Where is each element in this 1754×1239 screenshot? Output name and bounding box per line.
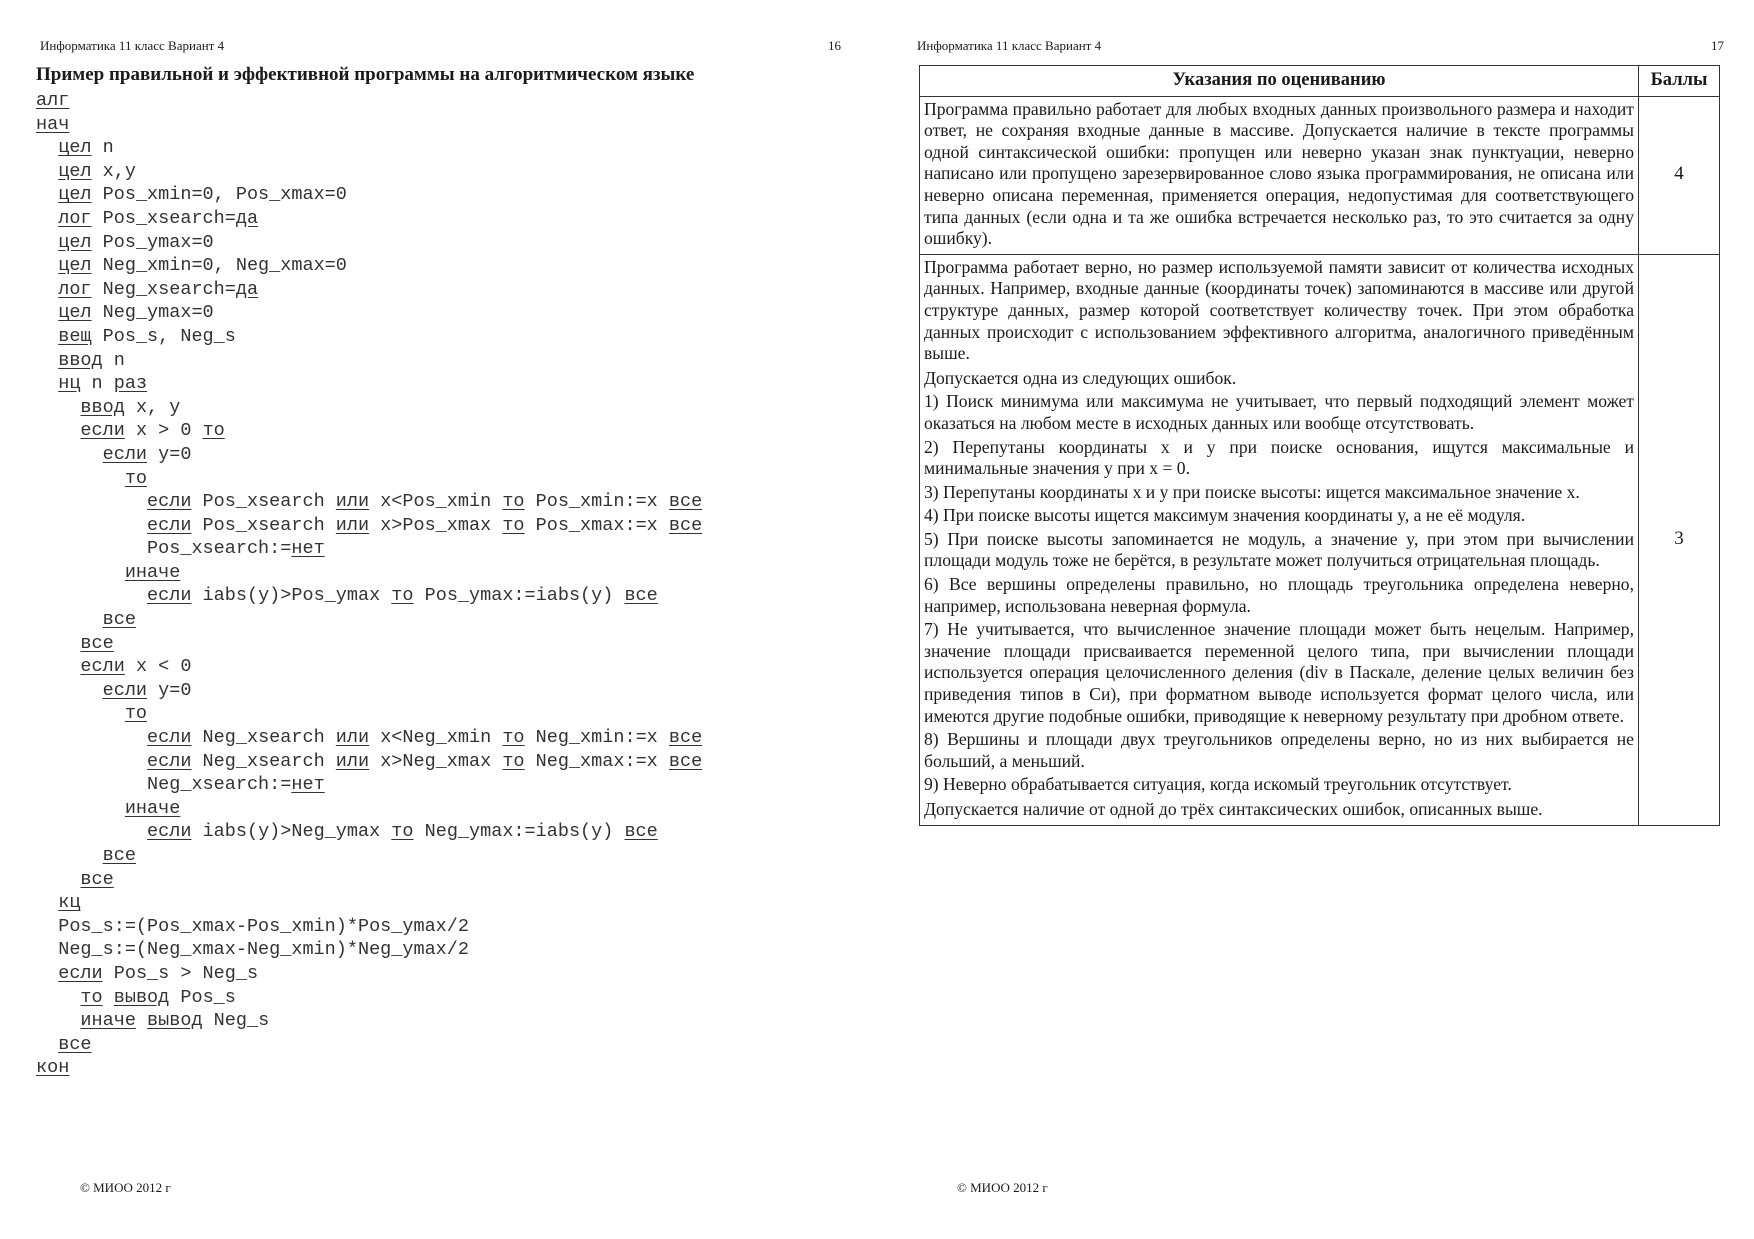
code-indent — [36, 184, 58, 205]
code-keyword: то — [502, 491, 525, 513]
code-indent — [36, 987, 80, 1008]
code-indent — [36, 161, 58, 182]
code-indent — [36, 562, 125, 583]
code-indent — [36, 326, 58, 347]
code-line — [36, 349, 702, 373]
code-text — [136, 1010, 147, 1031]
code-keyword: или — [335, 491, 370, 513]
code-line — [36, 207, 702, 231]
code-line — [36, 938, 702, 962]
code-text: Pos_xsearch= — [91, 207, 236, 229]
table-header-row — [920, 66, 1720, 97]
code-text: n — [80, 373, 114, 395]
code-keyword: лог — [58, 207, 92, 229]
code-keyword: если — [147, 514, 192, 536]
code-text: Neg_ymax:=iabs(y) — [413, 821, 625, 843]
code-line — [36, 584, 702, 608]
code-indent — [36, 703, 125, 724]
criteria-cell — [920, 254, 1639, 825]
score-cell: 3 — [1639, 254, 1720, 825]
code-keyword: если — [80, 420, 125, 442]
code-keyword: нц — [58, 373, 81, 395]
code-indent — [36, 515, 147, 536]
code-line — [36, 632, 702, 656]
code-keyword: алг — [36, 90, 70, 111]
code-keyword: если — [58, 962, 103, 984]
code-keyword: если — [102, 679, 148, 701]
code-keyword: все — [58, 1033, 92, 1055]
code-line — [36, 1056, 702, 1080]
code-line — [36, 820, 702, 844]
code-keyword: нет — [291, 538, 325, 560]
code-text: iabs(y)>Pos_ymax — [191, 585, 392, 607]
code-text: iabs(y)>Neg_ymax — [191, 821, 392, 843]
code-line — [36, 797, 702, 821]
code-line — [36, 655, 702, 679]
code-text: Neg_ymax=0 — [91, 302, 214, 324]
footer-copyright: © МИОО 2012 г — [80, 1180, 171, 1195]
code-text — [103, 987, 114, 1008]
code-keyword: да — [235, 278, 259, 300]
code-text: Neg_xsearch= — [91, 278, 236, 300]
code-line — [36, 986, 702, 1010]
table-row — [920, 254, 1720, 825]
header-title: Информатика 11 класс Вариант 4 — [917, 38, 1102, 53]
code-keyword: вещ — [58, 325, 92, 347]
code-keyword: если — [147, 491, 192, 513]
code-text: x > 0 — [124, 420, 203, 442]
code-line — [36, 726, 702, 750]
code-line — [36, 396, 702, 420]
code-line — [36, 844, 702, 868]
code-line — [36, 136, 702, 160]
code-indent — [36, 963, 58, 984]
code-text: Neg_xsearch:= — [147, 774, 292, 796]
code-keyword: иначе — [124, 561, 181, 583]
code-text: Pos_s:=(Pos_xmax-Pos_xmin)*Pos_ymax/2 — [58, 915, 469, 937]
code-indent — [36, 397, 80, 418]
code-indent — [36, 774, 147, 795]
code-keyword: все — [624, 585, 658, 607]
code-line — [36, 750, 702, 774]
code-indent — [36, 232, 58, 253]
code-keyword: то — [124, 467, 148, 489]
code-keyword: цел — [58, 184, 92, 206]
code-indent — [36, 656, 80, 677]
code-text: Neg_s:=(Neg_xmax-Neg_xmin)*Neg_ymax/2 — [58, 939, 469, 961]
code-indent — [36, 208, 58, 229]
page-number: 16 — [828, 38, 841, 53]
code-keyword: все — [80, 868, 114, 890]
code-line — [36, 537, 702, 561]
code-keyword: иначе — [124, 797, 181, 819]
code-keyword: вывод — [147, 1010, 203, 1032]
score-column-header: Баллы — [1639, 66, 1720, 97]
code-text: x,y — [91, 160, 136, 182]
error-item: 8) Вершины и площади двух треугольников определены верно, но из них выбирается не больший, а меньший. — [924, 729, 1634, 771]
code-indent — [36, 633, 80, 654]
error-item: 2) Перепутаны координаты x и y при поиске основания, ищутся максимальные и минимальные значения y при x = 0. — [924, 436, 1634, 479]
code-keyword: или — [335, 750, 370, 772]
code-line — [36, 679, 702, 703]
code-indent — [36, 1034, 58, 1055]
code-indent — [36, 137, 58, 158]
code-indent — [36, 680, 103, 701]
code-keyword: если — [147, 821, 192, 843]
code-keyword: все — [80, 632, 114, 654]
code-keyword: все — [624, 821, 658, 843]
code-keyword: раз — [113, 373, 148, 395]
section-heading: Пример правильной и эффективной программы на алгоритмическом языке — [36, 64, 695, 85]
code-keyword: если — [147, 750, 192, 772]
code-line — [36, 183, 702, 207]
code-text: y=0 — [147, 679, 192, 701]
code-text: x, y — [124, 396, 181, 418]
code-text: Pos_s, Neg_s — [91, 325, 236, 347]
code-keyword: или — [335, 727, 370, 749]
code-text: n — [91, 137, 114, 159]
code-keyword: все — [668, 491, 703, 513]
code-text: Neg_xmax:=x — [524, 750, 669, 772]
grading-table — [919, 65, 1720, 826]
code-line — [36, 702, 702, 726]
code-line — [36, 915, 702, 939]
code-keyword: цел — [58, 137, 92, 159]
footer-copyright: © МИОО 2012 г — [957, 1180, 1048, 1195]
code-indent — [36, 1010, 80, 1031]
error-item: 6) Все вершины определены правильно, но площадь треугольника определена неверно, например, использована неверная формула. — [924, 574, 1634, 616]
code-line — [36, 419, 702, 443]
code-keyword: все — [668, 727, 703, 749]
code-line — [36, 325, 702, 349]
code-line — [36, 278, 702, 302]
code-line — [36, 1033, 702, 1057]
code-text: x<Pos_xmin — [369, 491, 503, 513]
code-indent — [36, 727, 147, 748]
code-keyword: ввод — [80, 396, 125, 418]
code-keyword: да — [235, 207, 259, 229]
criteria-text: Программа работает верно, но размер используемой памяти зависит от количества исходных данных. Например, входные данные (координаты точек) запоминаются в массиве или другой структуре данных, размер которой соответствует количеству точек. При этом обработка данных происходит с использованием эффективного алгоритма, аналогичного приведённым выше. — [924, 256, 1634, 364]
code-text: Neg_xmin:=x — [524, 727, 669, 749]
code-keyword: если — [147, 727, 192, 749]
code-keyword: если — [147, 585, 192, 607]
code-text: Neg_xsearch — [191, 750, 336, 772]
code-indent — [36, 302, 58, 323]
code-keyword: кц — [58, 892, 81, 914]
code-keyword: нет — [291, 774, 325, 796]
code-text: Pos_xmax:=x — [524, 514, 669, 536]
code-line — [36, 514, 702, 538]
code-line — [36, 1009, 702, 1033]
code-text: x < 0 — [124, 656, 192, 678]
code-keyword: или — [335, 514, 370, 536]
code-indent — [36, 798, 125, 819]
code-line — [36, 868, 702, 892]
error-item: 7) Не учитывается, что вычисленное значение площади может быть нецелым. Например, значение площади присваивается переменной целого типа, при вычислении площади используется операция целочисленного деления (div в Паскале, деление целых величин без приведения типов в Си), при форматном выводе используется формат целого числа, или имеются другие подобные ошибки, приводящие к неверному результату при дробном ответе. — [924, 619, 1634, 726]
code-indent — [36, 869, 80, 890]
code-keyword: то — [391, 821, 414, 843]
code-indent — [36, 845, 103, 866]
code-keyword: все — [668, 750, 703, 772]
code-text: Pos_xmin=0, Pos_xmax=0 — [91, 184, 347, 206]
error-item: 4) При поиске высоты ищется максимум значения координаты y, а не её модуля. — [924, 505, 1526, 526]
code-line — [36, 962, 702, 986]
code-line — [36, 891, 702, 915]
criteria-text: Программа правильно работает для любых входных данных произвольного размера и находит ответ, не сохраняя входные данные в массиве. Допускается наличие в тексте программы одной синтаксической ошибки: пропущен или неверно указан знак пунктуации, неверно написано или пропущено зарезервированное слово языка программирования, не описана или неверно описана переменная, применяется операция, недопустимая для соответствующего типа данных (если одна и та же ошибка встречается несколько раз, то это считается за одну ошибку). — [924, 98, 1634, 249]
code-indent — [36, 609, 103, 630]
code-keyword: цел — [58, 255, 92, 277]
code-line — [36, 301, 702, 325]
code-keyword: то — [124, 703, 148, 725]
code-text: Pos_s > Neg_s — [102, 962, 259, 984]
code-text: Neg_s — [202, 1010, 270, 1032]
code-keyword: нач — [36, 113, 70, 135]
code-indent — [36, 491, 147, 512]
code-line — [36, 231, 702, 255]
code-keyword: то — [80, 986, 103, 1008]
criteria-column-header: Указания по оцениванию — [920, 66, 1639, 97]
code-line — [36, 113, 702, 137]
code-line — [36, 254, 702, 278]
code-text: Pos_xsearch:= — [147, 538, 292, 560]
code-text: Pos_xsearch — [191, 491, 336, 513]
code-keyword: все — [102, 845, 136, 866]
code-text: Pos_xmin:=x — [524, 491, 669, 513]
error-item: 9) Неверно обрабатывается ситуация, когда искомый треугольник отсутствует. — [924, 774, 1512, 795]
code-text: Pos_ymax=0 — [91, 231, 214, 253]
error-item: 3) Перепутаны координаты x и y при поиске высоты: ищется максимальное значение x. — [924, 481, 1580, 502]
code-indent — [36, 821, 147, 842]
code-keyword: то — [202, 420, 225, 442]
code-text: Neg_xsearch — [191, 727, 336, 749]
code-indent — [36, 373, 58, 394]
code-line — [36, 490, 702, 514]
code-text: Neg_xmin=0, Neg_xmax=0 — [91, 255, 347, 277]
criteria-cell — [920, 96, 1639, 254]
code-keyword: вывод — [113, 986, 170, 1008]
code-line — [36, 89, 702, 113]
code-keyword: то — [502, 750, 525, 772]
code-indent — [36, 420, 80, 441]
code-line — [36, 561, 702, 585]
code-indent — [36, 751, 147, 772]
code-keyword: все — [668, 514, 703, 536]
code-indent — [36, 255, 58, 276]
code-keyword: иначе — [80, 1010, 136, 1032]
right-page — [877, 0, 1754, 1239]
code-line — [36, 443, 702, 467]
code-text: Pos_s — [169, 986, 236, 1008]
header-title: Информатика 11 класс Вариант 4 — [40, 38, 225, 53]
code-indent — [36, 892, 58, 913]
code-keyword: если — [102, 443, 148, 465]
code-line — [36, 467, 702, 491]
code-indent — [36, 916, 58, 937]
code-keyword: то — [502, 514, 525, 536]
code-text: x>Pos_xmax — [369, 514, 503, 536]
errors-lead: Допускается одна из следующих ошибок. — [924, 367, 1237, 388]
criteria-note: Допускается наличие от одной до трёх синтаксических ошибок, описанных выше. — [924, 799, 1543, 819]
code-line — [36, 160, 702, 184]
code-keyword: то — [391, 585, 414, 607]
code-keyword: то — [502, 727, 525, 749]
code-line — [36, 608, 702, 632]
code-keyword: лог — [58, 278, 92, 300]
code-keyword: кон — [36, 1057, 70, 1079]
code-text: Pos_xsearch — [191, 514, 336, 536]
code-keyword: цел — [58, 231, 92, 253]
table-row — [920, 96, 1720, 254]
error-item: 1) Поиск минимума или максимума не учитывает, что первый подходящий элемент может оказаться на любом месте в исходных данных или вообще отсутствовать. — [924, 391, 1634, 433]
code-text: n — [102, 349, 125, 371]
code-text: Pos_ymax:=iabs(y) — [413, 585, 625, 607]
page-number: 17 — [1711, 38, 1724, 53]
code-keyword: ввод — [58, 349, 103, 371]
code-line — [36, 773, 702, 797]
code-text: x<Neg_xmin — [369, 727, 503, 749]
code-indent — [36, 939, 58, 960]
code-keyword: цел — [58, 302, 92, 324]
code-line — [36, 372, 702, 396]
code-indent — [36, 585, 147, 606]
code-keyword: цел — [58, 160, 92, 182]
code-keyword: если — [80, 656, 125, 678]
code-indent — [36, 350, 58, 371]
code-text: x>Neg_xmax — [369, 750, 503, 772]
code-listing — [36, 89, 702, 1080]
code-indent — [36, 444, 103, 465]
error-item: 5) При поиске высоты запоминается не модуль, а значение y, при этом при вычислении площади модуль тоже не берётся, в результате может получиться отрицательная площадь. — [924, 528, 1634, 571]
code-indent — [36, 538, 147, 559]
code-keyword: все — [102, 609, 136, 631]
code-text: y=0 — [147, 443, 192, 465]
code-indent — [36, 279, 58, 300]
score-cell: 4 — [1639, 96, 1720, 254]
code-indent — [36, 468, 125, 489]
